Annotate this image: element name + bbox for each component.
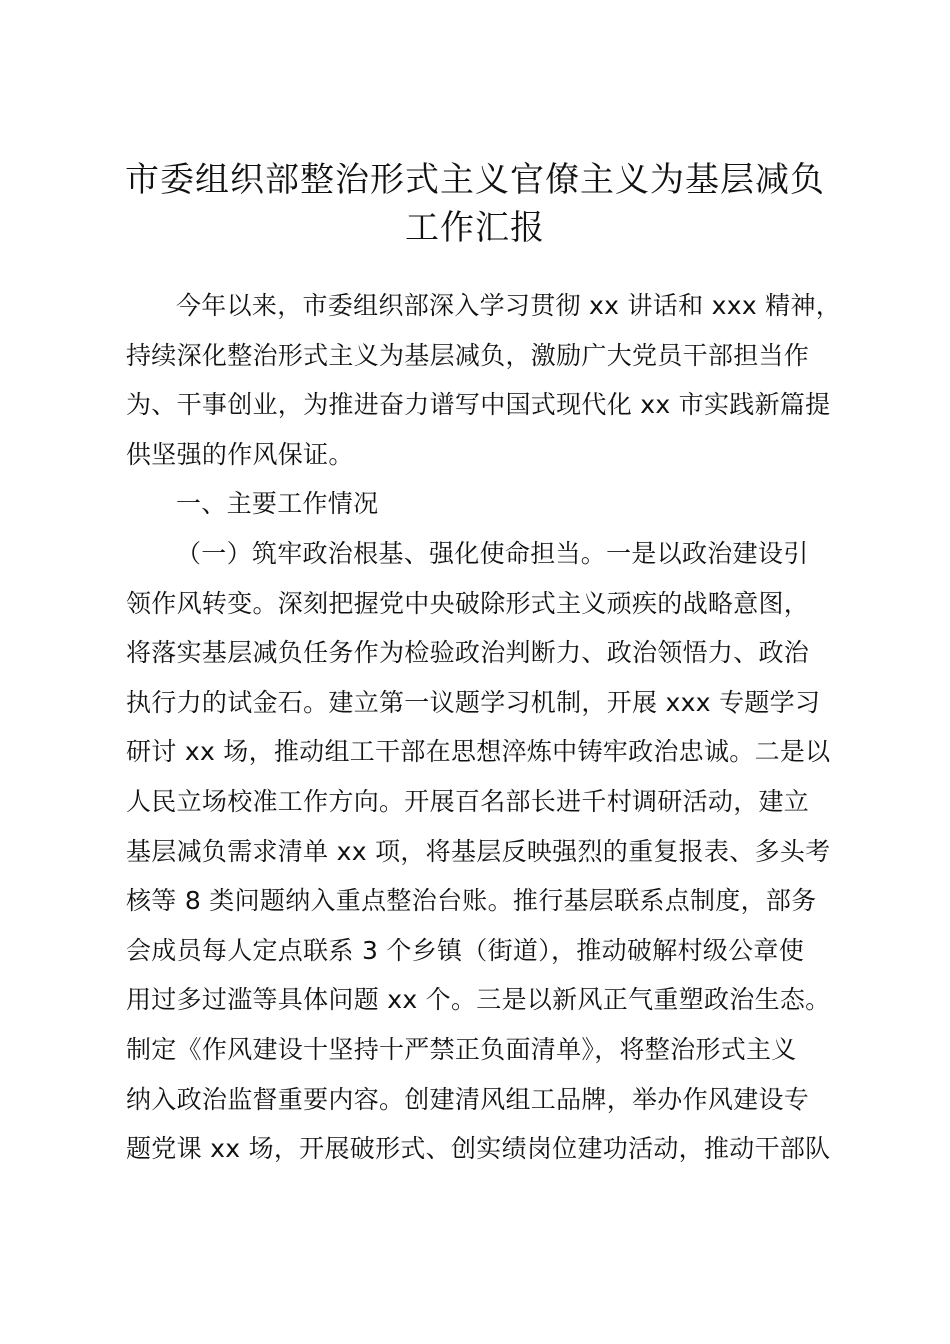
paragraph-line: 制定《作风建设十坚持十严禁正负面清单》，将整治形式主义 xyxy=(126,1034,797,1064)
paragraph-line: 核等 8 类问题纳入重点整治台账。推行基层联系点制度，部务 xyxy=(126,886,817,916)
paragraph-line: 将落实基层减负任务作为检验政治判断力、政治领悟力、政治 xyxy=(126,638,810,668)
paragraph-line: 基层减负需求清单 xx 项，将基层反映强烈的重复报表、多头考 xyxy=(126,836,831,866)
paragraph-line: 题党课 xx 场，开展破形式、创实绩岗位建功活动，推动干部队 xyxy=(126,1134,831,1164)
title-line: 市委组织部整治形式主义官僚主义为基层减负 xyxy=(125,160,825,200)
document-title xyxy=(100,156,850,252)
paragraph-line: 执行力的试金石。建立第一议题学习机制，开展 xxx 专题学习 xyxy=(126,687,821,717)
paragraph-line: 为、干事创业，为推进奋力谱写中国式现代化 xx 市实践新篇提 xyxy=(126,390,831,420)
paragraph-line: 人民立场校准工作方向。开展百名部长进千村调研活动，建立 xyxy=(126,786,810,816)
paragraph-line: 持续深化整治形式主义为基层减负，激励广大党员干部担当作 xyxy=(126,340,810,370)
document-body xyxy=(126,281,842,1174)
paragraph-line: （一）筑牢政治根基、强化使命担当。一是以政治建设引 xyxy=(176,538,809,568)
paragraph-line: 供坚强的作风保证。 xyxy=(126,439,354,469)
title-line: 工作汇报 xyxy=(405,208,545,248)
paragraph-line: 用过多过滥等具体问题 xx 个。三是以新风正气重塑政治生态。 xyxy=(126,985,831,1015)
paragraph-line: 研讨 xx 场，推动组工干部在思想淬炼中铸牢政治忠诚。二是以 xyxy=(126,737,831,767)
section-heading: 一、主要工作情况 xyxy=(176,489,379,519)
paragraph-line: 会成员每人定点联系 3 个乡镇（街道），推动破解村级公章使 xyxy=(126,935,805,965)
paragraph-line: 今年以来，市委组织部深入学习贯彻 xx 讲话和 xxx 精神， xyxy=(176,291,842,320)
paragraph-line: 领作风转变。深刻把握党中央破除形式主义顽疾的战略意图， xyxy=(126,588,810,618)
paragraph-line: 纳入政治监督重要内容。创建清风组工品牌，举办作风建设专 xyxy=(126,1084,810,1114)
